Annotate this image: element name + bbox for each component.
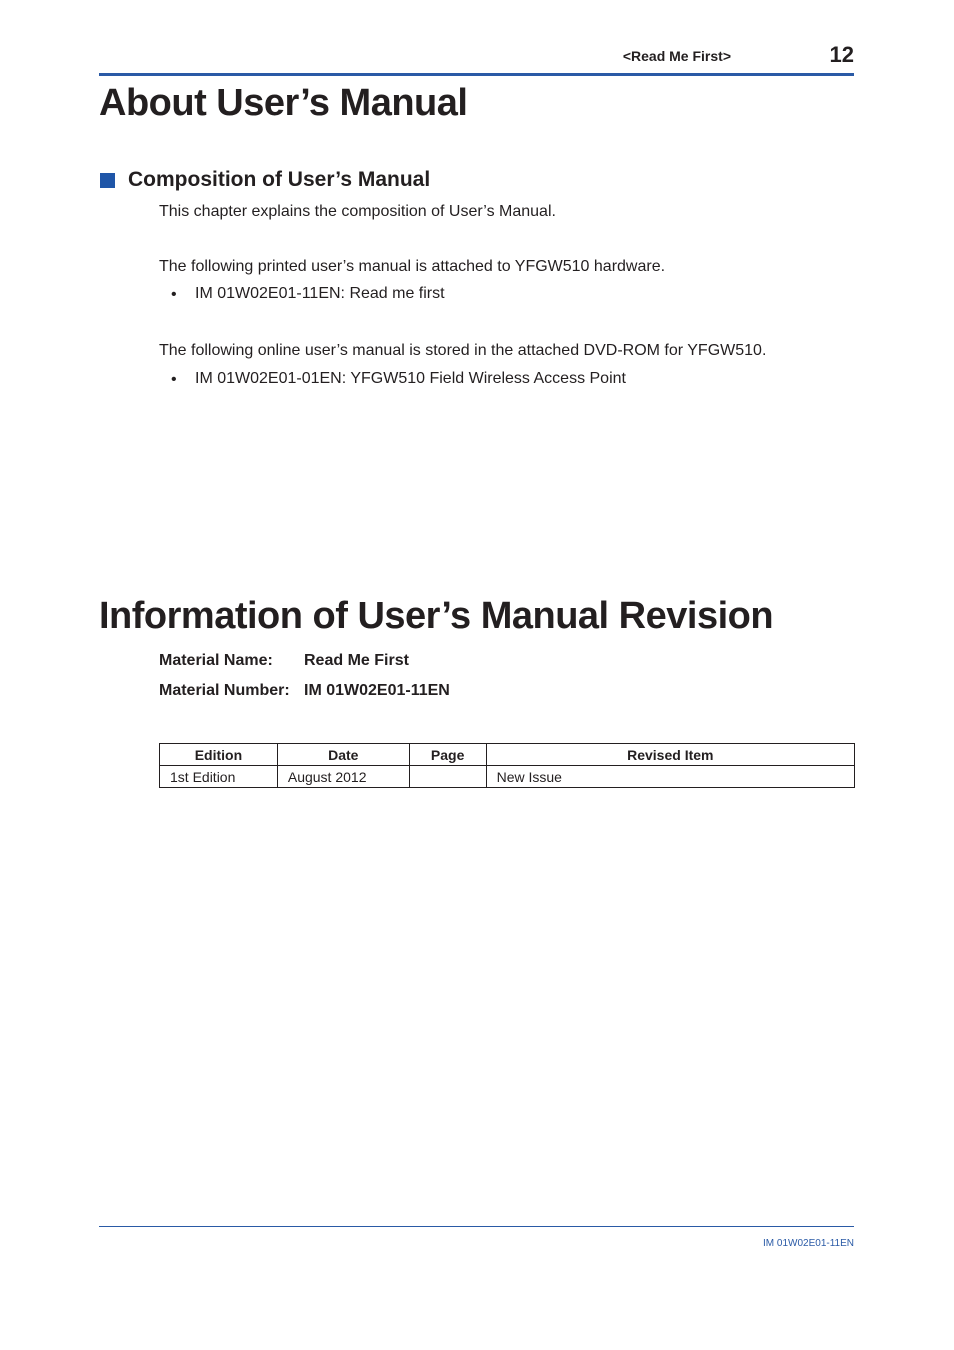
table-row bbox=[160, 766, 855, 788]
printed-manual-item: IM 01W02E01-11EN: Read me first bbox=[195, 285, 445, 302]
footer-rule bbox=[99, 1226, 854, 1227]
cell-date: August 2012 bbox=[277, 766, 409, 788]
revision-table bbox=[159, 743, 855, 788]
section-heading-text: Composition of User’s Manual bbox=[128, 168, 431, 191]
bullet-icon: • bbox=[171, 371, 177, 388]
online-manual-item: IM 01W02E01-01EN: YFGW510 Field Wireless Access Point bbox=[195, 370, 626, 387]
column-header-edition: Edition bbox=[160, 744, 278, 766]
material-number-value: IM 01W02E01-11EN bbox=[304, 682, 450, 699]
bullet-icon: • bbox=[171, 286, 177, 303]
cell-edition: 1st Edition bbox=[160, 766, 278, 788]
about-manual-title: About User’s Manual bbox=[99, 82, 468, 124]
material-name-label: Material Name: bbox=[159, 652, 273, 669]
printed-manual-paragraph: The following printed user’s manual is attached to YFGW510 hardware. bbox=[159, 258, 666, 275]
footer-document-id: IM 01W02E01-11EN bbox=[763, 1238, 854, 1249]
column-header-revised-item: Revised Item bbox=[486, 744, 854, 766]
cell-page bbox=[409, 766, 486, 788]
column-header-page: Page bbox=[409, 744, 486, 766]
square-bullet-icon bbox=[100, 173, 115, 188]
section-heading-composition bbox=[100, 168, 430, 192]
cell-revised-item: New Issue bbox=[486, 766, 854, 788]
online-manual-paragraph: The following online user’s manual is stored in the attached DVD-ROM for YFGW510. bbox=[159, 342, 767, 359]
column-header-date: Date bbox=[277, 744, 409, 766]
header-section-label: <Read Me First> bbox=[622, 48, 731, 64]
intro-paragraph: This chapter explains the composition of User’s Manual. bbox=[159, 203, 556, 220]
page-number: 12 bbox=[829, 42, 854, 67]
material-name-value: Read Me First bbox=[304, 652, 409, 669]
table-header-row bbox=[160, 744, 855, 766]
revision-info-title: Information of User’s Manual Revision bbox=[99, 595, 774, 637]
material-number-label: Material Number: bbox=[159, 682, 290, 699]
header-rule bbox=[99, 73, 854, 76]
